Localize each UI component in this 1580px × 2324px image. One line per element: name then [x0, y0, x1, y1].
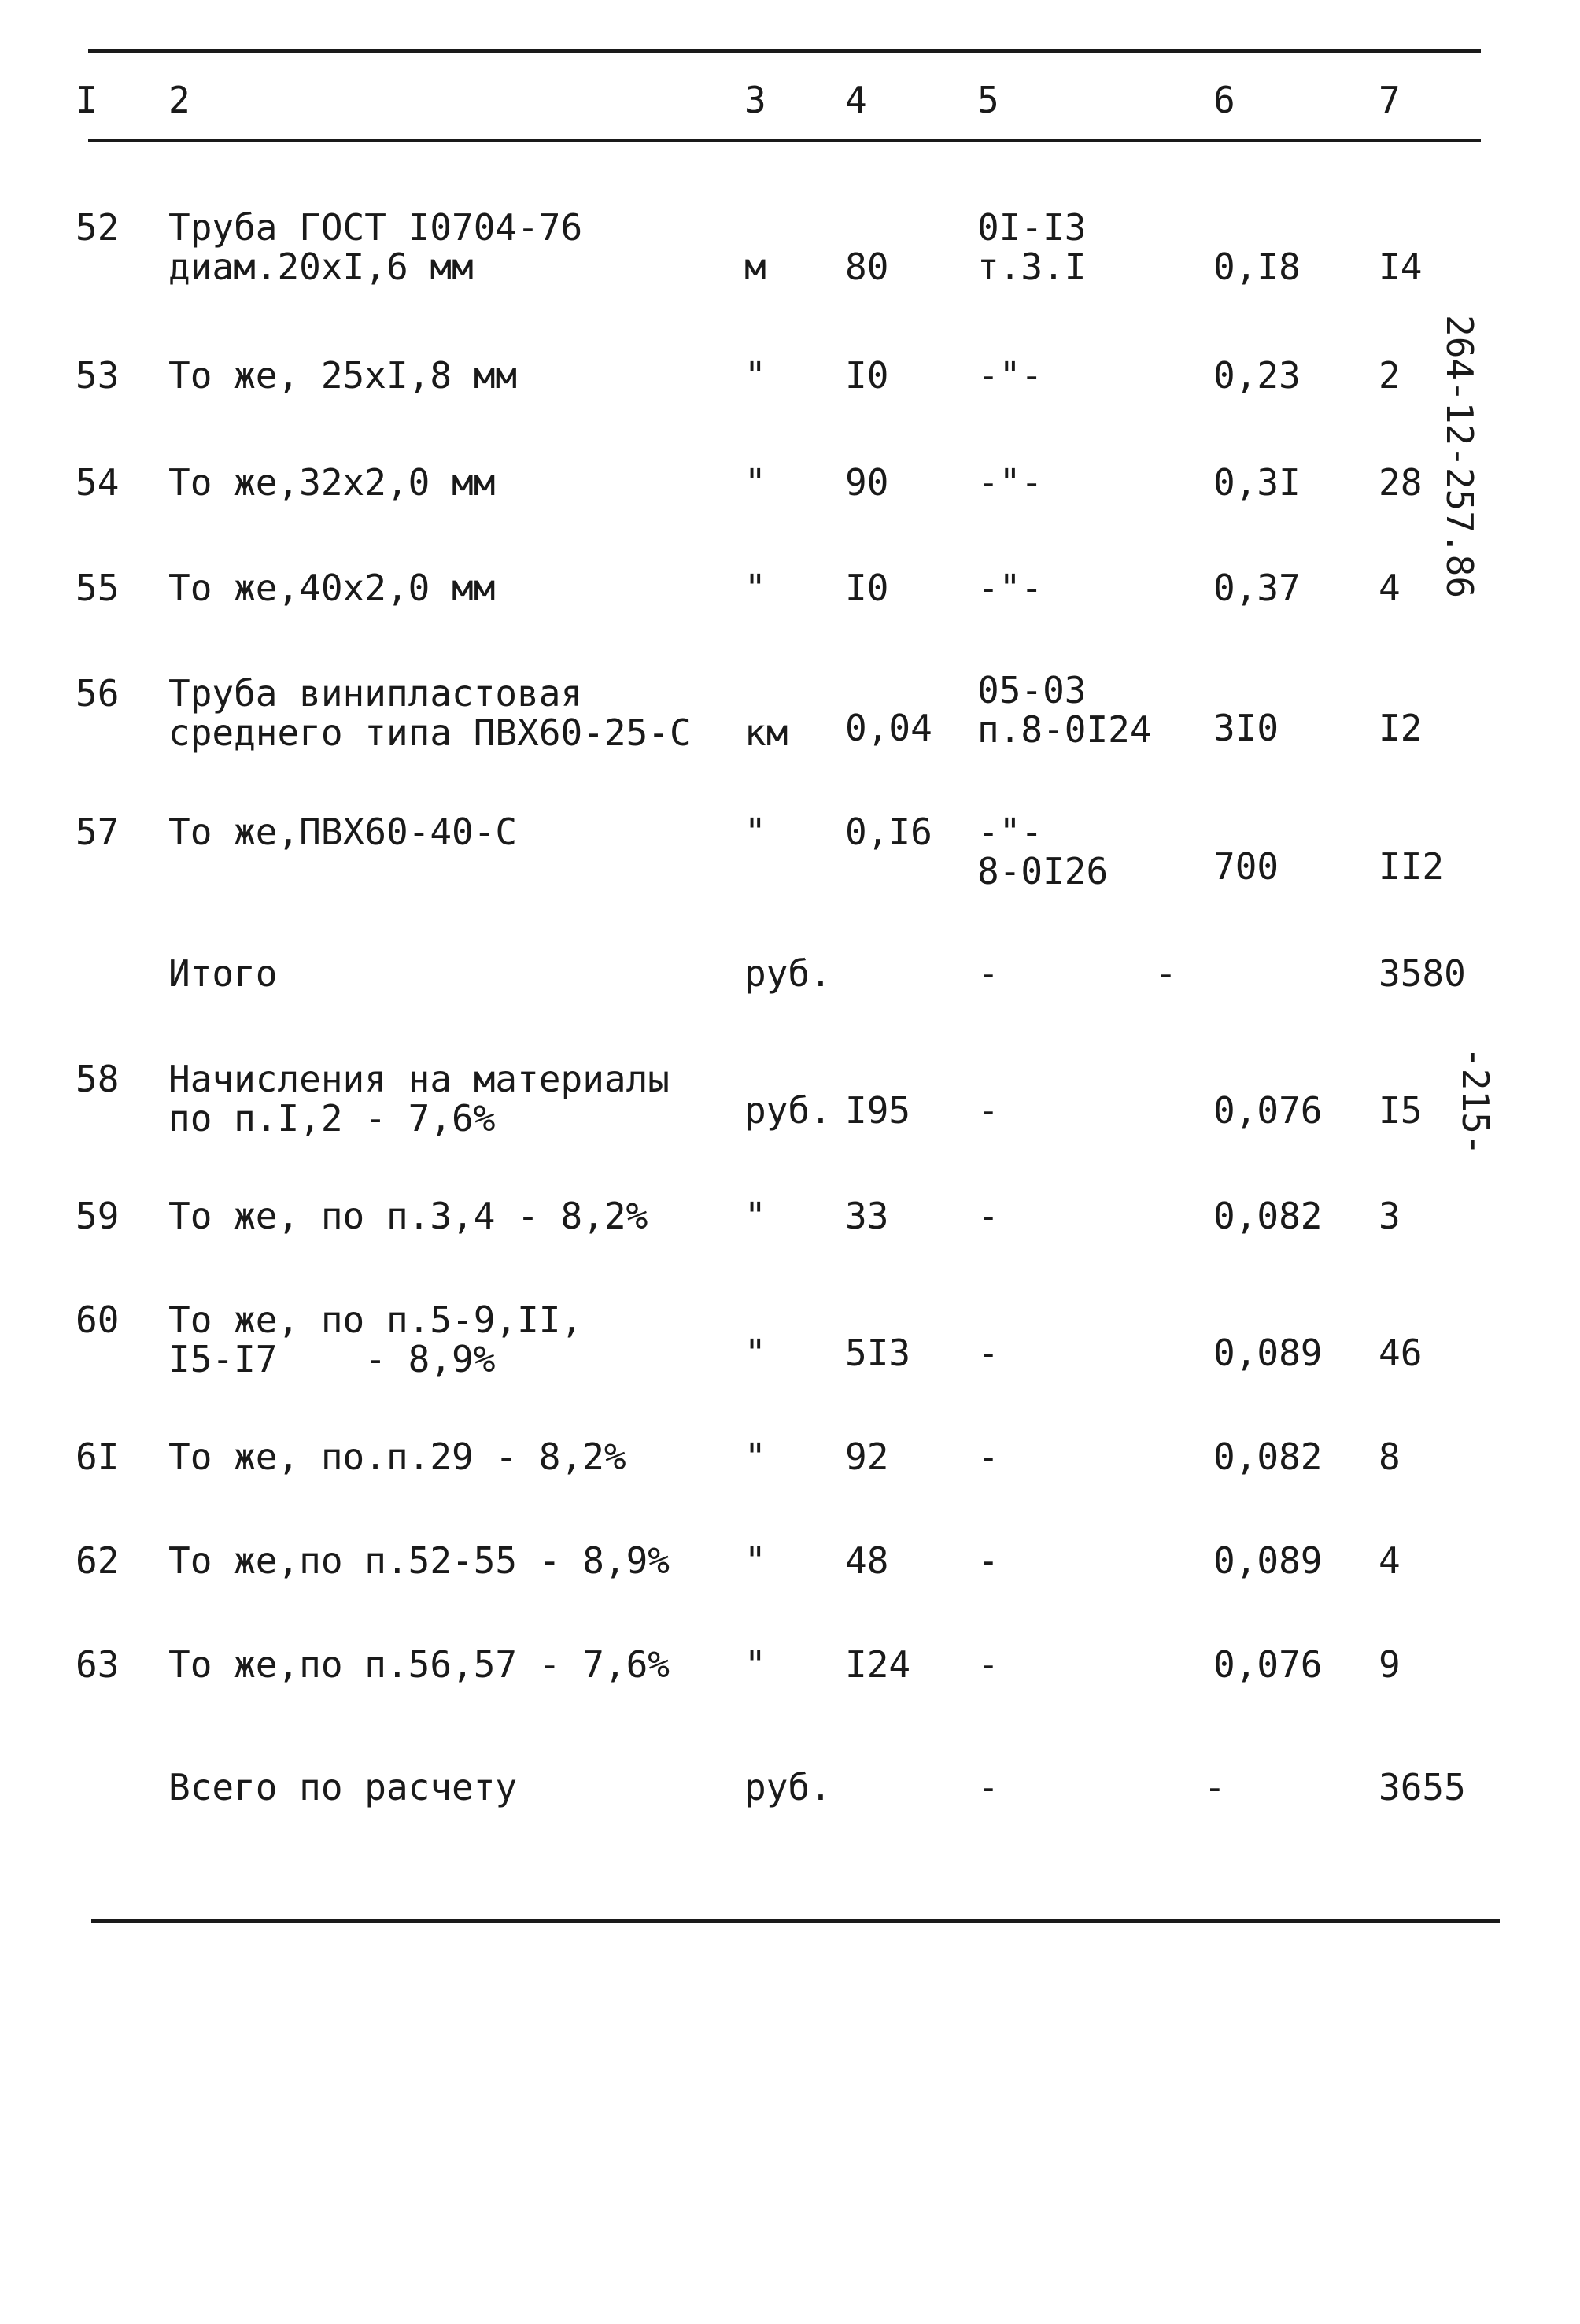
grand-total-price: - [1204, 1766, 1226, 1809]
row-59-name: То же, по п.3,4 - 8,2% [168, 1195, 648, 1237]
row-62-unit: " [744, 1539, 766, 1582]
header-col-6: 6 [1213, 79, 1235, 121]
row-59-qty: 33 [845, 1195, 889, 1237]
row-62-number: 62 [76, 1539, 120, 1582]
row-55-number: 55 [76, 567, 120, 609]
row-56-code: 05-03 п.8-0I24 [977, 669, 1152, 751]
row-56-price: 3I0 [1213, 707, 1279, 749]
row-59-number: 59 [76, 1195, 120, 1237]
row-58-unit: руб. [744, 1089, 832, 1132]
row-52-name: Труба ГОСТ I0704-76 диам.20хI,6 мм [168, 206, 583, 288]
row-53-total: 2 [1379, 354, 1401, 397]
row-63-number: 63 [76, 1643, 120, 1686]
row-61-number: 6I [76, 1435, 120, 1478]
header-top-rule [88, 49, 1481, 53]
row-62-code: - [977, 1539, 999, 1582]
row-52-qty: 80 [845, 246, 889, 288]
row-55-total: 4 [1379, 567, 1401, 609]
row-55-code: -"- [977, 567, 1043, 609]
row-62-name: То же,по п.52-55 - 8,9% [168, 1539, 670, 1582]
row-60-unit: " [744, 1332, 766, 1374]
row-57-total: II2 [1379, 845, 1445, 888]
row-58-code: - [977, 1089, 999, 1132]
row-63-price: 0,076 [1213, 1643, 1323, 1686]
row-59-code: - [977, 1195, 999, 1237]
row-57-unit: " [744, 811, 766, 853]
footer-rule [91, 1919, 1500, 1923]
row-55-price: 0,37 [1213, 567, 1301, 609]
row-63-name: То же,по п.56,57 - 7,6% [168, 1643, 670, 1686]
row-63-qty: I24 [845, 1643, 911, 1686]
row-62-total: 4 [1379, 1539, 1401, 1582]
row-57-price: 700 [1213, 845, 1279, 888]
row-60-qty: 5I3 [845, 1332, 911, 1374]
row-53-name: То же, 25хI,8 мм [168, 354, 518, 397]
row-54-unit: " [744, 461, 766, 504]
row-54-price: 0,3I [1213, 461, 1301, 504]
row-63-code: - [977, 1643, 999, 1686]
row-60-total: 46 [1379, 1332, 1423, 1374]
row-63-total: 9 [1379, 1643, 1401, 1686]
row-53-unit: " [744, 354, 766, 397]
grand-total-total: 3655 [1379, 1766, 1466, 1809]
row-54-code: -"- [977, 461, 1043, 504]
row-58-name: Начисления на материалы по п.I,2 - 7,6% [168, 1058, 670, 1140]
header-col-5: 5 [977, 79, 999, 121]
row-56-name: Труба винипластовая среднего типа ПВХ60-25-С [168, 672, 692, 754]
grand-total-unit: руб. [744, 1766, 832, 1809]
row-56-number: 56 [76, 672, 120, 715]
row-54-total: 28 [1379, 461, 1423, 504]
subtotal-price: - [1155, 952, 1177, 995]
row-57-code: -"- 8-0I26 [977, 811, 1109, 892]
row-55-unit: " [744, 567, 766, 609]
row-55-qty: I0 [845, 567, 889, 609]
row-58-total: I5 [1379, 1089, 1423, 1132]
row-54-number: 54 [76, 461, 120, 504]
row-52-price: 0,I8 [1213, 246, 1301, 288]
row-58-qty: I95 [845, 1089, 911, 1132]
row-53-price: 0,23 [1213, 354, 1301, 397]
row-63-unit: " [744, 1643, 766, 1686]
header-col-3: 3 [744, 79, 766, 121]
row-57-name: То же,ПВХ60-40-С [168, 811, 518, 853]
row-55-name: То же,40х2,0 мм [168, 567, 496, 609]
row-59-total: 3 [1379, 1195, 1401, 1237]
subtotal-label: Итого [168, 952, 278, 995]
row-53-qty: I0 [845, 354, 889, 397]
row-57-number: 57 [76, 811, 120, 853]
margin-note-document-code: 264-12-257.86 [1438, 315, 1481, 599]
row-53-code: -"- [977, 354, 1043, 397]
header-col-7: 7 [1379, 79, 1401, 121]
grand-total-label: Всего по расчету [168, 1766, 518, 1809]
row-52-total: I4 [1379, 246, 1423, 288]
row-61-total: 8 [1379, 1435, 1401, 1478]
row-61-code: - [977, 1435, 999, 1478]
row-61-unit: " [744, 1435, 766, 1478]
subtotal-total: 3580 [1379, 952, 1466, 995]
header-bottom-rule [88, 139, 1481, 142]
row-61-qty: 92 [845, 1435, 889, 1478]
row-59-unit: " [744, 1195, 766, 1237]
row-53-number: 53 [76, 354, 120, 397]
grand-total-code: - [977, 1766, 999, 1809]
subtotal-unit: руб. [744, 952, 832, 995]
header-col-4: 4 [845, 79, 867, 121]
row-54-qty: 90 [845, 461, 889, 504]
row-60-code: - [977, 1332, 999, 1374]
row-56-qty: 0,04 [845, 707, 932, 749]
row-60-number: 60 [76, 1299, 120, 1341]
row-58-number: 58 [76, 1058, 120, 1100]
row-52-unit: м [744, 246, 766, 288]
row-52-code: 0I-I3 т.3.I [977, 206, 1087, 288]
row-58-price: 0,076 [1213, 1089, 1323, 1132]
row-59-price: 0,082 [1213, 1195, 1323, 1237]
subtotal-code: - [977, 952, 999, 995]
row-61-name: То же, по.п.29 - 8,2% [168, 1435, 626, 1478]
header-col-1: I [76, 79, 98, 121]
row-57-qty: 0,I6 [845, 811, 932, 853]
row-52-number: 52 [76, 206, 120, 249]
header-col-2: 2 [168, 79, 190, 121]
row-62-qty: 48 [845, 1539, 889, 1582]
row-56-total: I2 [1379, 707, 1423, 749]
row-56-unit: км [744, 711, 788, 754]
row-60-name: То же, по п.5-9,II, I5-I7 - 8,9% [168, 1299, 583, 1380]
row-62-price: 0,089 [1213, 1539, 1323, 1582]
row-54-name: То же,32х2,0 мм [168, 461, 496, 504]
margin-note-page-number: -215- [1454, 1047, 1497, 1156]
row-61-price: 0,082 [1213, 1435, 1323, 1478]
row-60-price: 0,089 [1213, 1332, 1323, 1374]
